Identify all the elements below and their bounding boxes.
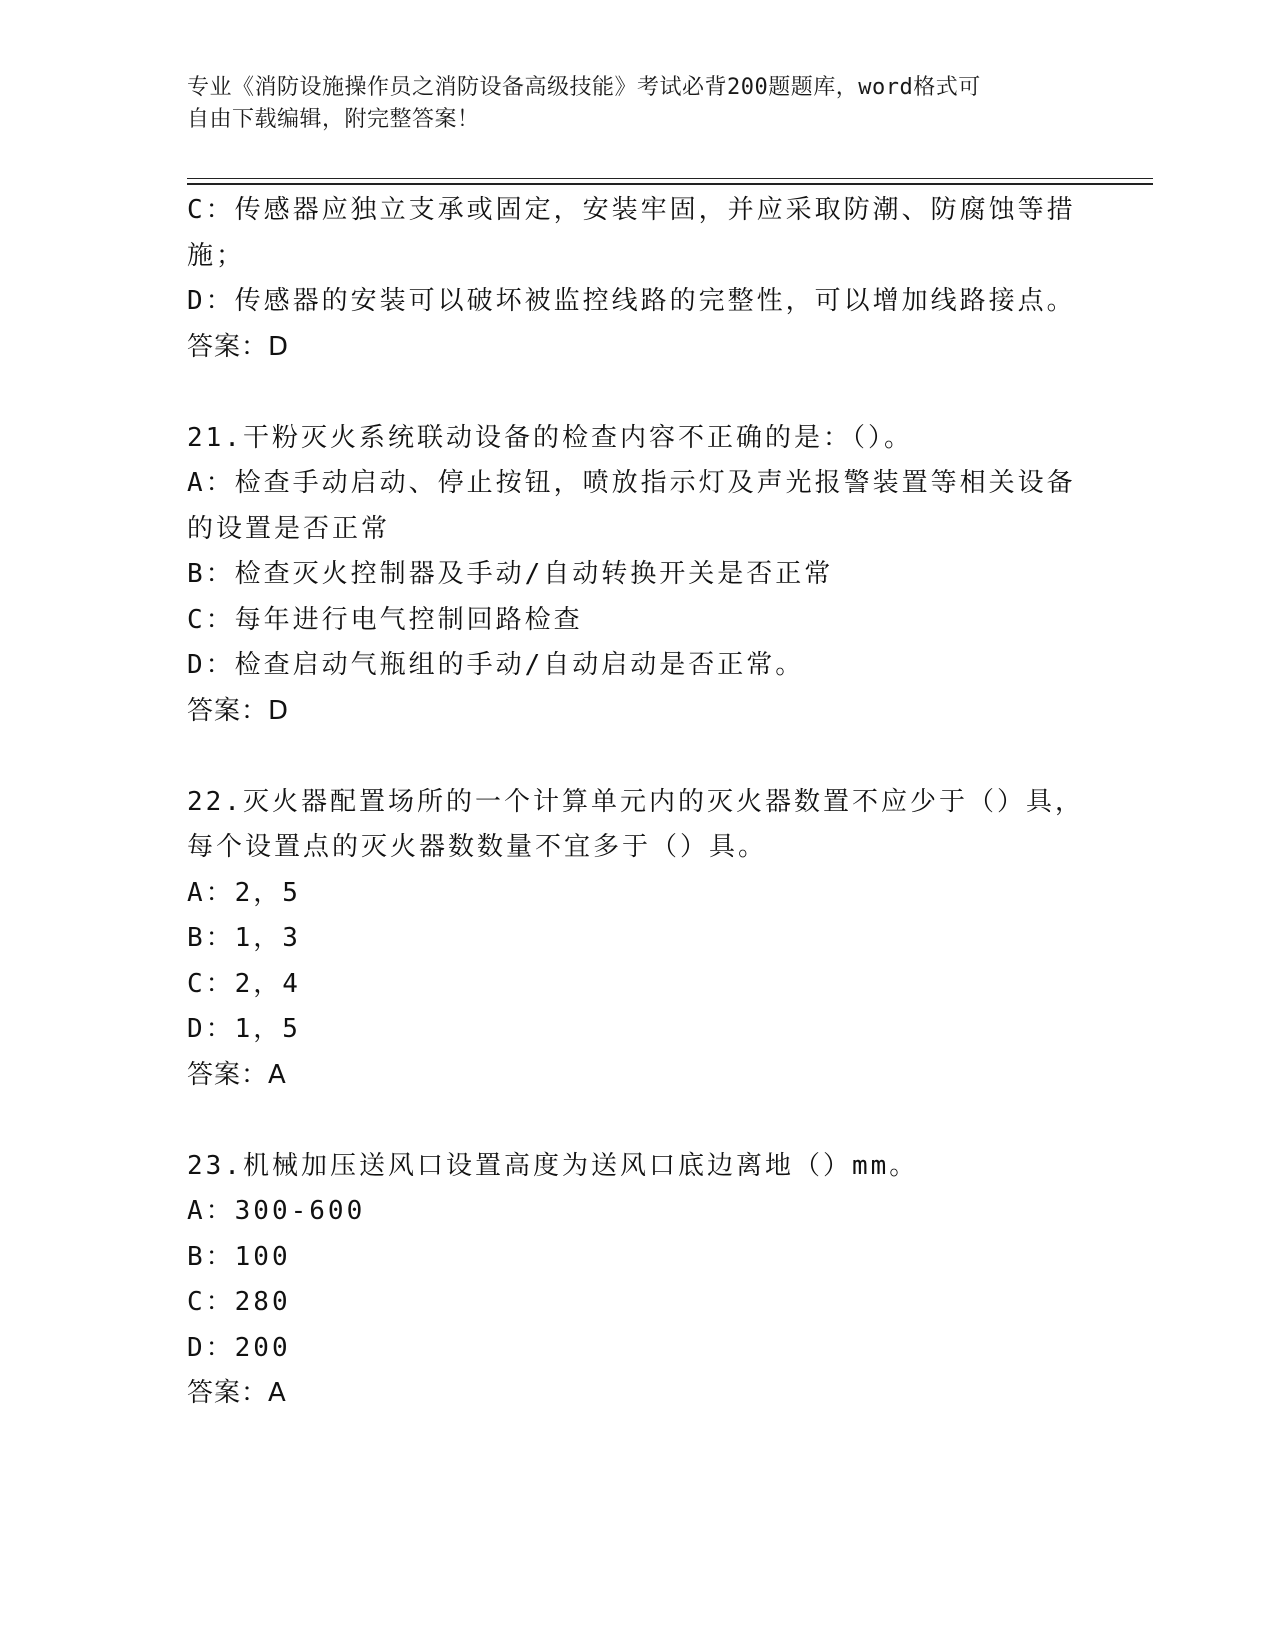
option-d: D：200 — [187, 1332, 291, 1363]
question-stem-continued: 每个设置点的灭火器数数量不宜多于（）具。 — [187, 832, 768, 862]
question-spacer — [187, 370, 1087, 416]
option-a: A：检查手动启动、停止按钮，喷放指示灯及声光报警装置等相关设备 — [187, 468, 1076, 498]
question-23 — [187, 1144, 1087, 1417]
question-stem: 22.灭火器配置场所的一个计算单元内的灭火器数置不应少于（）具， — [187, 786, 1084, 817]
header-divider-thin — [187, 178, 1153, 179]
option-c: C：每年进行电气控制回路检查 — [187, 604, 583, 635]
option-b: B：100 — [187, 1241, 291, 1272]
option-b: B：检查灭火控制器及手动/自动转换开关是否正常 — [187, 559, 834, 589]
option-a-continued: 的设置是否正常 — [187, 513, 391, 544]
question-spacer — [187, 734, 1087, 780]
answer-line: 答案：A — [187, 1378, 287, 1408]
answer-line: 答案：D — [187, 695, 290, 726]
option-a: A：2，5 — [187, 877, 301, 908]
option-c: C：传感器应独立支承或固定，安装牢固，并应采取防潮、防腐蚀等措 — [187, 195, 1076, 225]
question-stem: 23.机械加压送风口设置高度为送风口底边离地（）mm。 — [187, 1150, 919, 1181]
question-22 — [187, 780, 1087, 1099]
header-title-line-2: 自由下载编辑，附完整答案！ — [187, 107, 480, 132]
answer-line: 答案：A — [187, 1059, 287, 1090]
previous-question-tail — [187, 188, 1087, 370]
question-spacer — [187, 1098, 1087, 1144]
answer-line: 答案：D — [187, 331, 290, 362]
header-title-line-1: 专业《消防设施操作员之消防设备高级技能》考试必背200题题库，word格式可 — [187, 75, 981, 100]
option-c-continued: 施； — [187, 240, 246, 271]
header-divider-thick — [187, 183, 1153, 185]
option-c: C：2，4 — [187, 968, 301, 999]
question-21 — [187, 416, 1087, 735]
question-stem: 21.干粉灭火系统联动设备的检查内容不正确的是：（）。 — [187, 422, 913, 453]
option-c: C：280 — [187, 1287, 291, 1317]
option-b: B：1，3 — [187, 923, 301, 953]
question-list — [187, 188, 1087, 1417]
option-d: D：1，5 — [187, 1014, 301, 1044]
option-d: D：传感器的安装可以破坏被监控线路的完整性，可以增加线路接点。 — [187, 286, 1076, 316]
option-a: A：300-600 — [187, 1196, 366, 1226]
document-header — [187, 72, 1067, 136]
option-d: D：检查启动气瓶组的手动/自动启动是否正常。 — [187, 650, 805, 680]
